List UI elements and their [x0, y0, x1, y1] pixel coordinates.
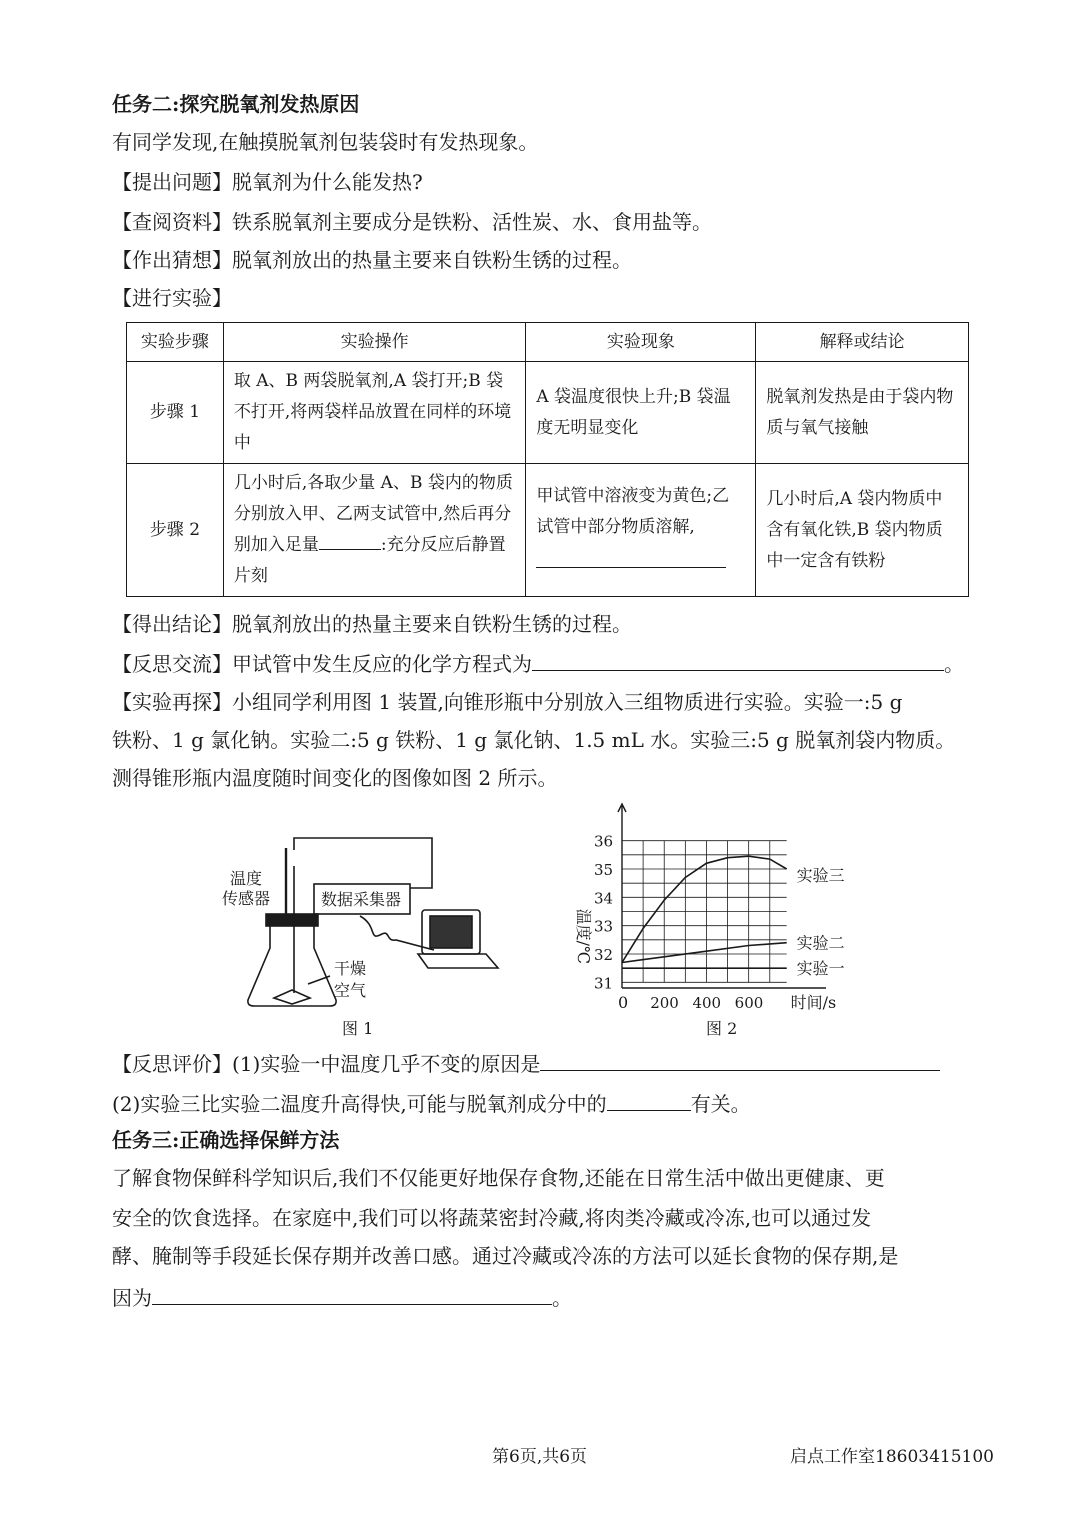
reexplore-line2: 铁粉、1 g 氯化钠。实验二:5 g 铁粉、1 g 氯化钠、1.5 mL 水。实验三:5 g 脱氧剂袋内物质。	[112, 728, 956, 752]
row2-conclusion: 几小时后,A 袋内物质中含有氧化铁,B 袋内物质中一定含有铁粉	[756, 464, 969, 597]
erlenmeyer-flask	[248, 924, 336, 1006]
reagent-blank[interactable]	[319, 531, 381, 550]
conclusion-paragraph	[112, 612, 632, 636]
task3-line2: 安全的饮食选择。在家庭中,我们可以将蔬菜密封冷藏,将肉类冷藏或冷冻,也可以通过发	[112, 1206, 872, 1230]
experiment-table	[126, 322, 969, 597]
task3-period: 。	[552, 1286, 572, 1310]
component-blank[interactable]	[607, 1090, 691, 1111]
sensor-label-2: 传感器	[222, 889, 271, 908]
reflection-tag: 【反思交流】	[112, 652, 232, 676]
series-line	[622, 943, 787, 963]
material-paragraph	[112, 210, 712, 234]
row1-step: 步骤 1	[127, 362, 224, 464]
evaluation-q2-text: (2)实验三比实验二温度升高得快,可能与脱氧剂成分中的	[112, 1092, 607, 1116]
table-row	[127, 464, 969, 597]
phenomenon-blank[interactable]	[536, 549, 726, 568]
x-tick-label: 200	[650, 994, 679, 1012]
preservation-blank[interactable]	[152, 1284, 552, 1305]
temperature-chart	[560, 798, 890, 1016]
reexplore-line1	[112, 690, 902, 714]
row2-operation	[223, 464, 526, 597]
usb-cable	[360, 916, 434, 950]
page-number: 第6页,共6页	[492, 1447, 588, 1467]
series-label: 实验一	[796, 959, 845, 979]
row2-operation-a: 几小时后,各取少量 A、B 袋内的物质分别放入甲、乙两支试管中,然后再分别加入足量	[233, 473, 513, 555]
stopper-icon	[266, 914, 318, 926]
material-text: 铁系脱氧剂主要成分是铁粉、活性炭、水、食用盐等。	[232, 210, 712, 234]
conclusion-tag: 【得出结论】	[112, 612, 232, 636]
evaluation-q1-text: (1)实验一中温度几乎不变的原因是	[232, 1052, 541, 1076]
y-tick-label: 31	[594, 974, 614, 993]
task3-line4-text: 因为	[112, 1286, 152, 1310]
air-label-1: 干燥	[334, 959, 367, 978]
task3-title: 任务三:正确选择保鲜方法	[112, 1128, 340, 1152]
task3-line1: 了解食物保鲜科学知识后,我们不仅能更好地保存食物,还能在日常生活中做出更健康、更	[112, 1166, 885, 1190]
material-tag: 【查阅资料】	[112, 210, 232, 234]
reflection-text: 甲试管中发生反应的化学方程式为	[232, 652, 532, 676]
figure2-caption: 图 2	[706, 1019, 738, 1038]
y-tick-label: 35	[594, 861, 614, 879]
sample-pad	[274, 990, 310, 1004]
evaluation-tag: 【反思评价】	[112, 1052, 232, 1076]
reexplore-line3: 测得锥形瓶内温度随时间变化的图像如图 2 所示。	[112, 766, 558, 790]
hypothesis-text: 脱氧剂放出的热量主要来自铁粉生锈的过程。	[232, 248, 632, 272]
header-step: 实验步骤	[127, 323, 224, 362]
task3-line3: 酵、腌制等手段延长保存期并改善口感。通过冷藏或冷冻的方法可以延长食物的保存期,是	[112, 1244, 899, 1268]
hypothesis-paragraph	[112, 248, 632, 272]
equation-blank[interactable]	[532, 650, 944, 671]
row1-conclusion: 脱氧剂发热是由于袋内物质与氧气接触	[756, 362, 969, 464]
y-tick-label: 33	[594, 917, 614, 936]
y-tick-label: 36	[594, 832, 614, 851]
series-label: 实验三	[796, 866, 845, 885]
air-label-2: 空气	[334, 981, 367, 1000]
header-phenomenon: 实验现象	[526, 323, 756, 362]
header-operation: 实验操作	[223, 323, 526, 362]
row1-operation: 取 A、B 两袋脱氧剂,A 袋打开;B 袋不打开,将两袋样品放置在同样的环境中	[223, 362, 526, 464]
evaluation-q1	[112, 1050, 940, 1076]
sensor-label-1: 温度	[230, 869, 263, 888]
chart-ylabel: 温度/℃	[574, 908, 593, 964]
series-label: 实验二	[796, 933, 845, 953]
figure1-caption: 图 1	[342, 1019, 374, 1038]
collector-label: 数据采集器	[321, 890, 402, 909]
row2-step: 步骤 2	[127, 464, 224, 597]
task2-intro: 有同学发现,在触摸脱氧剂包装袋时有发热现象。	[112, 130, 539, 154]
y-tick-label: 34	[594, 889, 614, 908]
studio-credit: 启点工作室18603415100	[790, 1447, 994, 1467]
question-tag: 【提出问题】	[112, 170, 232, 194]
sensor-cable	[294, 838, 432, 888]
y-tick-label: 32	[594, 946, 614, 964]
chart-xlabel: 时间/s	[790, 993, 837, 1012]
table-row	[127, 362, 969, 464]
chart-x-origin: 0	[618, 993, 629, 1012]
experiment-tag: 【进行实验】	[112, 286, 232, 310]
reason-blank[interactable]	[540, 1050, 940, 1071]
x-tick-label: 400	[692, 994, 722, 1012]
series-line	[622, 856, 787, 962]
question-paragraph	[112, 170, 423, 194]
task3-line4	[112, 1284, 572, 1310]
keyboard-icon	[418, 954, 498, 968]
row2-phenomenon: 甲试管中溶液变为黄色;乙试管中部分物质溶解,	[536, 486, 730, 537]
reflection-paragraph	[112, 650, 964, 676]
row1-phenomenon: A 袋温度很快上升;B 袋温度无明显变化	[526, 362, 756, 464]
table-header-row	[127, 323, 969, 362]
reexplore-text1: 小组同学利用图 1 装置,向锥形瓶中分别放入三组物质进行实验。实验一:5 g	[232, 690, 903, 714]
header-conclusion: 解释或结论	[756, 323, 969, 362]
question-text: 脱氧剂为什么能发热?	[232, 170, 423, 194]
conclusion-text: 脱氧剂放出的热量主要来自铁粉生锈的过程。	[232, 612, 632, 636]
evaluation-q2-end: 有关。	[690, 1092, 751, 1116]
row2-phenomenon-cell	[526, 464, 756, 597]
reexplore-tag: 【实验再探】	[112, 690, 232, 714]
hypothesis-tag: 【作出猜想】	[112, 248, 232, 272]
row2-operation-b: :充分反应后静置片刻	[233, 535, 506, 586]
reflection-period: 。	[944, 652, 964, 676]
evaluation-q2	[112, 1090, 751, 1116]
task2-title: 任务二:探究脱氧剂发热原因	[112, 92, 360, 116]
x-tick-label: 600	[734, 994, 764, 1012]
figure1-apparatus	[210, 828, 520, 1013]
